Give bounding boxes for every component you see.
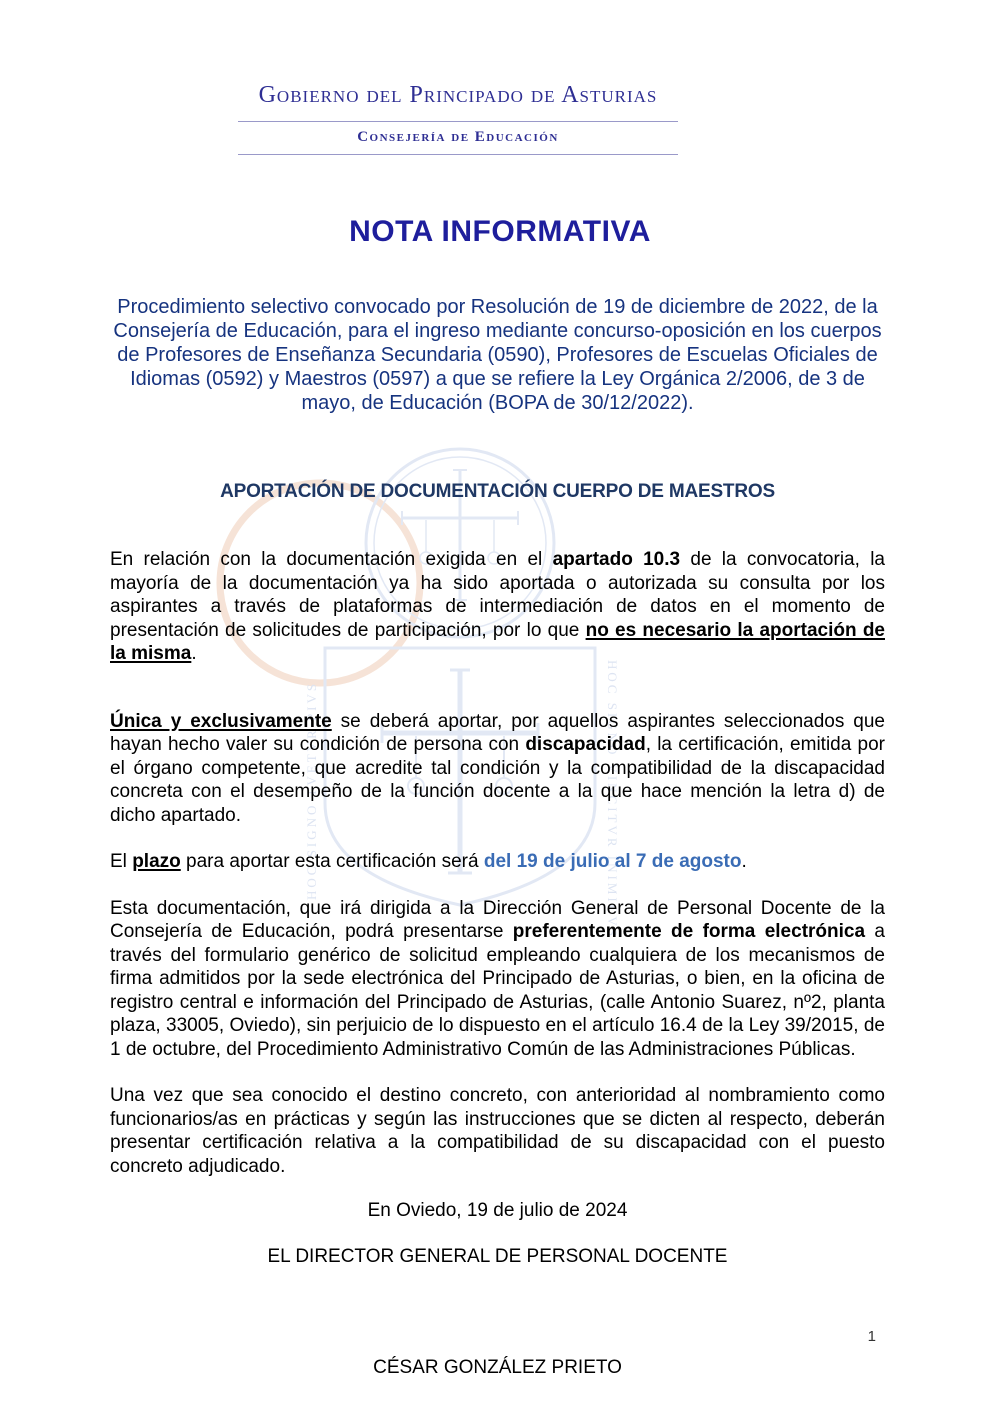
government-name: Gobierno del Principado de Asturias [258,82,658,108]
letterhead [238,82,678,155]
intro-paragraph: Procedimiento selectivo convocado por Resolución de 19 de diciembre de 2022, de la Consejería de Educación, para el ingreso mediante concurso-oposición en los cuerpos de Profesores de Enseñanza Secundaria (0590), Profesores de Escuelas Oficiales de Idiomas (0592) y Maestros (0597) a que se refiere la Ley Orgánica 2/2006, de 3 de mayo, de Educación (BOPA de 30/12/2022). [113,296,882,414]
body-paragraph-1: En relación con la documentación exigida en el apartado 10.3 de la convocatoria, la mayoría de la documentación ya ha sido aportada o autorizada su consulta por los aspirantes a través de plataformas de intermediación de datos en el momento de presentación de solicitudes de participación, por lo que no es necesario la aportación de la misma. [110,549,885,664]
page-number: 1 [867,1328,876,1345]
signer-title-line: EL DIRECTOR GENERAL DE PERSONAL DOCENTE [267,1245,728,1267]
watermark-motto-left: HOC SIGNO TVETVR PIVS [304,680,319,900]
signer-name-line: CÉSAR GONZÁLEZ PRIETO [373,1357,622,1378]
body-paragraph-4: Esta documentación, que irá dirigida a la Dirección General de Personal Docente de la Consejería de Educación, podrá presentarse preferentemente de forma electrónica a través del formulario genérico de solicitud empleando cualquiera de los mecanismos de firma admitidos por la sede electrónica del Principado de Asturias, o bien, en la oficina de registro central e información del Principado de Asturias, (calle Antonio Suarez, nº2, planta plaza, 33005, Oviedo), sin perjuicio de lo dispuesto en el artículo 16.4 de la Ley 39/2015, de 1 de octubre, del Procedimiento Administrativo Común de las Administraciones Públicas. [110,897,885,1060]
document-body [110,295,885,1380]
body-paragraph-5: Una vez que sea conocido el destino concreto, con anterioridad al nombramiento como funcionarios/as en prácticas y según las instrucciones que se dicten al respecto, deberán presentar certificación relativa a la compatibilidad de su discapacidad con el puesto concreto adjudicado. [110,1085,885,1177]
document-title: NOTA INFORMATIVA [349,215,651,248]
department-name: Consejería de Educación [357,129,559,145]
watermark-motto-right: HOC SIGNO VINCITVR INIMICVS [605,660,620,940]
letterhead-divider-bottom [238,154,678,155]
body-paragraph-2: Única y exclusivamente se deberá aportar, por aquellos aspirantes seleccionados que hayan hecho valer su condición de persona con discapacidad, la certificación, emitida por el órgano competente, que acredite tal condición y la compatibilidad de la discapacidad concreta con el desempeño de la función docente a la que hace mención la letra d) de dicho apartado. [110,710,885,826]
body-paragraph-3: El plazo para aportar esta certificación será del 19 de julio al 7 de agosto. [110,851,747,872]
section-heading: APORTACIÓN DE DOCUMENTACIÓN CUERPO DE MAESTROS [220,481,775,502]
place-date-line: En Oviedo, 19 de julio de 2024 [367,1200,628,1221]
